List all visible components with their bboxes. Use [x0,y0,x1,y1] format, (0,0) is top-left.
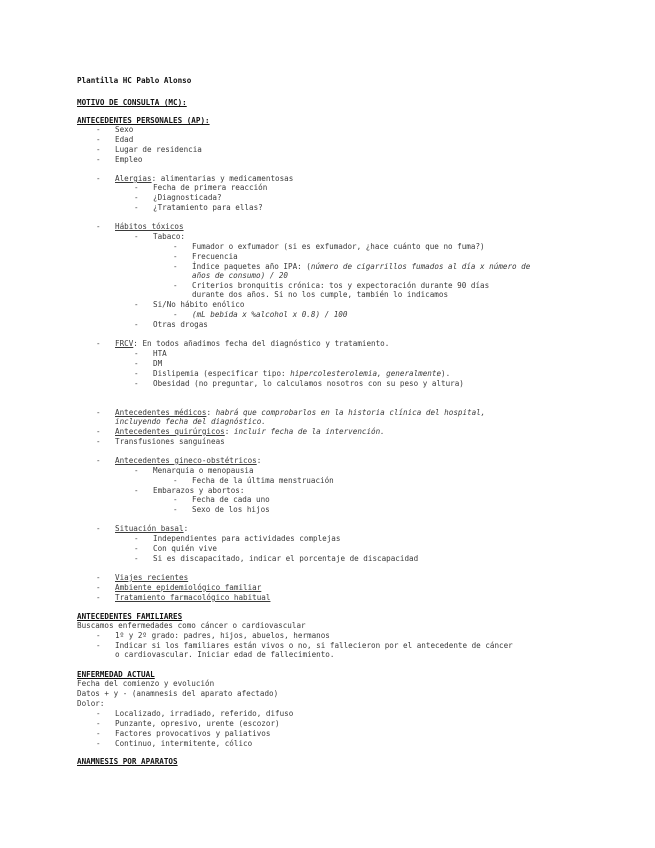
bullet: - [134,554,139,563]
list-item-sexo: Sexo [115,125,134,134]
bullet: - [134,379,139,388]
medicos-note: habrá que comprobarlos en la historia clínica del hospital, [211,408,486,417]
list-item-frcv [115,339,389,348]
list-item-edad: Edad [115,135,134,144]
bullet: - [96,709,101,718]
list-item-localizado: Localizado, irradiado, referido, difuso [115,709,294,718]
list-item-antecedentes-quirurgicos [115,427,385,436]
list-item-dislipemia [153,369,450,378]
ea-dolor: Dolor: [77,699,105,708]
ea-datos: Datos + y - (anamnesis del aparato afectado) [77,689,279,698]
bullet: - [173,252,178,261]
list-item-situacion-basal [115,524,188,533]
list-item-menarquia: Menarquia o menopausia [153,466,254,475]
bullet: - [134,203,139,212]
list-item-enolico: Si/No hábito enólico [153,300,245,309]
list-item-discapacidad: Si es discapacitado, indicar el porcentaje de discapacidad [153,554,419,563]
bullet: - [96,155,101,164]
heading-motivo-consulta: MOTIVO DE CONSULTA (MC): [77,98,187,107]
bullet: - [96,719,101,728]
af-intro: Buscamos enfermedades como cáncer o cardiovascular [77,621,306,630]
alergias-label: Alergias [115,174,152,183]
frcv-label: FRCV [115,339,134,348]
list-item-tratamiento-alergias: ¿Tratamiento para ellas? [153,203,263,212]
list-item-menstruacion: Fecha de la última menstruación [192,476,334,485]
bullet: - [96,125,101,134]
list-item-independientes: Independientes para actividades complejas [153,534,341,543]
bullet: - [96,573,101,582]
bullet: - [134,193,139,202]
habitos-toxicos-label: Hábitos tóxicos [115,222,184,231]
list-item-transfusiones: Transfusiones sanguíneas [115,437,225,446]
bullet: - [96,135,101,144]
bullet: - [134,544,139,553]
heading-antecedentes-familiares: ANTECEDENTES FAMILIARES [77,612,183,621]
basal-label: Situación basal [115,524,184,533]
list-item-tratamiento: Tratamiento farmacológico habitual [115,593,271,602]
quirurgicos-colon: : [224,427,230,436]
bullet: - [96,739,101,748]
list-item-bronquitis-continued: durante dos años. Si no los cumple, también lo indicamos [192,290,449,299]
document-title: Plantilla HC Pablo Alonso [77,76,192,85]
basal-colon: : [183,524,189,533]
bullet: - [173,242,178,251]
list-item-continuo: Continuo, intermitente, cólico [115,739,253,748]
ipa-formula: número de cigarrillos fumados al día x número de [310,262,531,271]
bullet: - [96,456,101,465]
bullet: - [134,183,139,192]
bullet: - [96,222,101,231]
list-item-grado: 1º y 2º grado: padres, hijos, abuelos, hermanos [115,631,330,640]
dislipemia-type: hipercolesterolemia, generalmente [290,369,442,378]
list-item-con-quien-vive: Con quién vive [153,544,218,553]
dislipemia-prefix: Dislipemia (especificar tipo: [153,369,291,378]
list-item-punzante: Punzante, opresivo, urente (escozor) [115,719,280,728]
list-item-fecha-cada-uno: Fecha de cada uno [192,495,270,504]
list-item-bronquitis: Criterios bronquitis crónica: tos y expectoración durante 90 días [192,281,490,290]
bullet: - [173,495,178,504]
list-item-embarazos: Embarazos y abortos: [153,486,245,495]
bullet: - [96,524,101,533]
quirurgicos-note: incluir fecha de la intervención. [229,427,385,436]
list-item-ambiente: Ambiente epidemiológico familiar [115,583,262,592]
list-item-fumador: Fumador o exfumador (si es exfumador, ¿hace cuánto que no fuma?) [192,242,485,251]
bullet: - [96,641,101,650]
bullet: - [173,262,178,271]
heading-anamnesis-aparatos: ANAMNESIS POR APARATOS [77,757,178,766]
dislipemia-suffix: ). [441,369,451,378]
bullet: - [134,349,139,358]
alergias-text: : alimentarias y medicamentosas [151,174,294,183]
list-item-obesidad: Obesidad (no preguntar, lo calculamos nosotros con su peso y altura) [153,379,464,388]
list-item-otras-drogas: Otras drogas [153,320,208,329]
list-item-empleo: Empleo [115,155,143,164]
list-item-indicar-familiares: Indicar si los familiares están vivos o no, si fallecieron por el antecedente de cáncer [115,641,513,650]
medicos-label: Antecedentes médicos [115,408,207,417]
bullet: - [173,281,178,290]
medicos-colon: : [206,408,212,417]
bullet: - [96,437,101,446]
list-item-antecedentes-medicos [115,408,485,417]
list-item-residencia: Lugar de residencia [115,145,202,154]
gineco-label: Antecedentes gineco-obstétricos [115,456,257,465]
list-item-factores: Factores provocativos y paliativos [115,729,271,738]
list-item-primera-reaccion: Fecha de primera reacción [153,183,268,192]
bullet: - [173,476,178,485]
bullet: - [96,729,101,738]
frcv-text: : En todos añadimos fecha del diagnóstico y tratamiento. [133,339,390,348]
list-item-tabaco: Tabaco: [153,232,186,241]
list-item-sexo-hijos: Sexo de los hijos [192,505,270,514]
bullet: - [173,310,178,319]
medicos-note-continued: incluyendo fecha del diagnóstico. [115,417,266,426]
bullet: - [96,583,101,592]
bullet: - [134,320,139,329]
bullet: - [134,534,139,543]
bullet: - [96,174,101,183]
bullet: - [134,486,139,495]
bullet: - [96,631,101,640]
heading-enfermedad-actual: ENFERMEDAD ACTUAL [77,670,155,679]
ipa-prefix: Índice paquetes año IPA: ( [192,262,311,271]
ipa-formula-continued: años de consumo) / 20 [192,271,289,280]
bullet: - [134,300,139,309]
list-item-gineco-obstetricos [115,456,261,465]
bullet: - [96,339,101,348]
heading-antecedentes-personales: ANTECEDENTES PERSONALES (AP): [77,116,210,125]
bullet: - [96,427,101,436]
bullet: - [96,408,101,417]
list-item-alergias [115,174,293,183]
bullet: - [134,466,139,475]
bullet: - [173,505,178,514]
bullet: - [134,369,139,378]
list-item-dm: DM [153,359,163,368]
ea-fecha: Fecha del comienzo y evolución [77,679,215,688]
gineco-colon: : [256,456,262,465]
list-item-diagnosticada: ¿Diagnosticada? [153,193,222,202]
enolico-formula: (mL bebida x %alcohol x 0.8) / 100 [192,310,348,319]
list-item-frecuencia: Frecuencia [192,252,238,261]
quirurgicos-label: Antecedentes quirúrgicos [115,427,225,436]
list-item-hta: HTA [153,349,167,358]
bullet: - [96,593,101,602]
list-item-ipa [192,262,530,271]
bullet: - [96,145,101,154]
bullet: - [134,232,139,241]
list-item-viajes: Viajes recientes [115,573,189,582]
list-item-indicar-familiares-continued: o cardiovascular. Iniciar edad de fallecimiento. [115,650,335,659]
bullet: - [134,359,139,368]
